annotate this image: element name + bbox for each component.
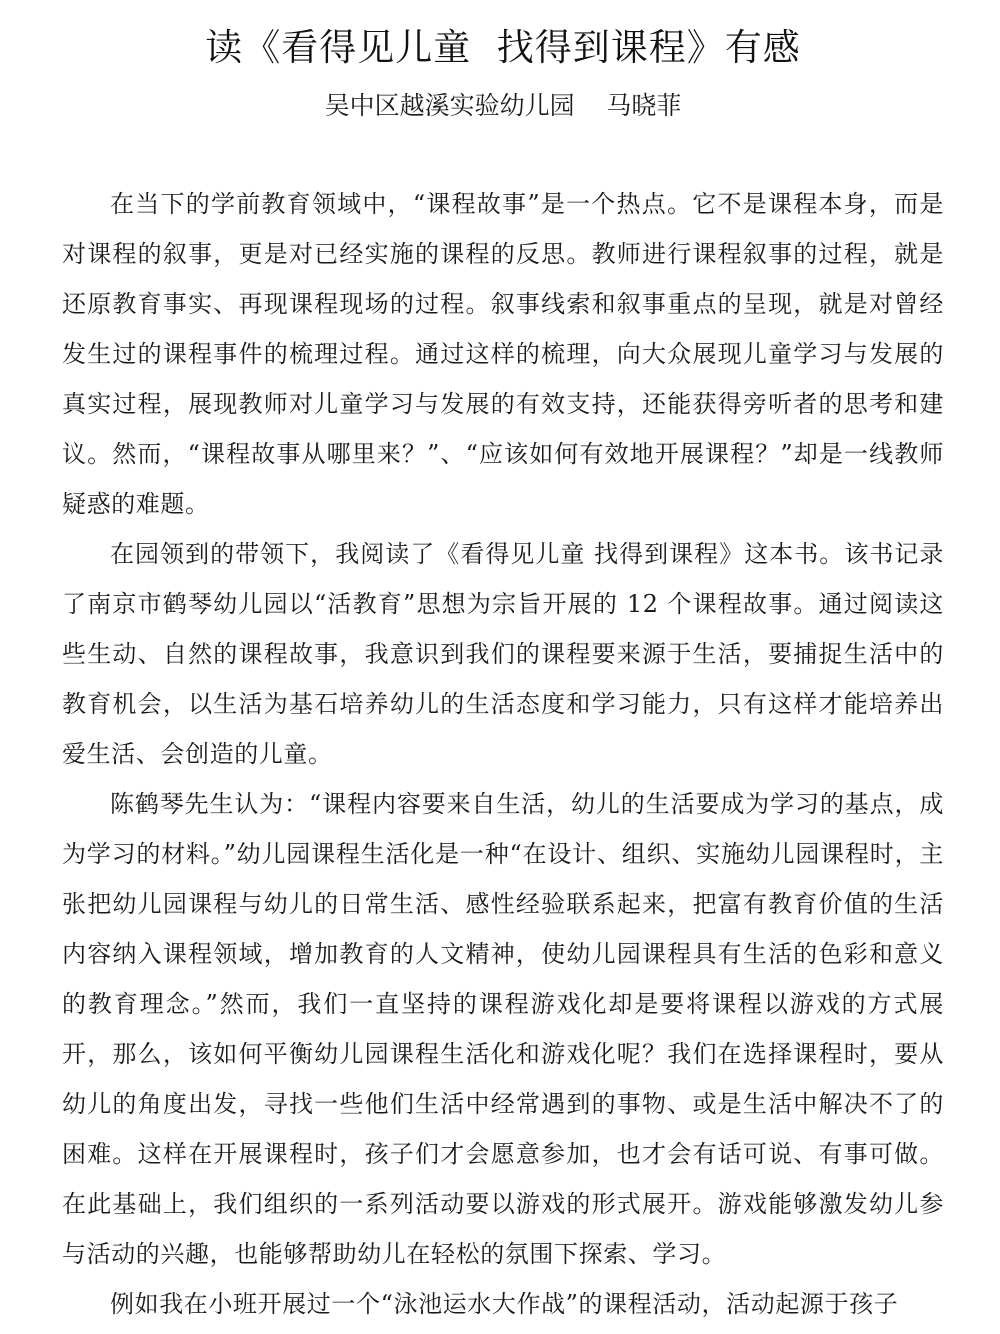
author-byline: 吴中区越溪实验幼儿园 马晓菲 (324, 91, 682, 120)
paragraph: 在园领到的带领下，我阅读了《看得见儿童 找得到课程》这本书。该书记录了南京市鹤琴幼儿园以“活教育”思想为宗旨开展的 12 个课程故事。通过阅读这些生动、自然的课程故事，我意识到我们的课程要来源于生活，要捕捉生活中的教育机会，以生活为基石培养幼儿的生活态度和学习能力，只有这样才能培养出爱生活、会创造的儿童。 (62, 540, 944, 768)
paragraph: 陈鹤琴先生认为：“课程内容要来自生活，幼儿的生活要成为学习的基点，成为学习的材料。”幼儿园课程生活化是一种“在设计、组织、实施幼儿园课程时，主张把幼儿园课程与幼儿的日常生活、感性经验联系起来，把富有教育价值的生活内容纳入课程领域，增加教育的人文精神，使幼儿园课程具有生活的色彩和意义的教育理念。”然而，我们一直坚持的课程游戏化却是要将课程以游戏的方式展开，那么，该如何平衡幼儿园课程生活化和游戏化呢？我们在选择课程时，要从幼儿的角度出发，寻找一些他们生活中经常遇到的事物、或是生活中解决不了的困难。这样在开展课程时，孩子们才会愿意参加，也才会有话可说、有事可做。在此基础上，我们组织的一系列活动要以游戏的形式展开。游戏能够激发幼儿参与活动的兴趣，也能够帮助幼儿在轻松的氛围下探索、学习。 (62, 790, 944, 1268)
paragraph: 在当下的学前教育领域中，“课程故事”是一个热点。它不是课程本身，而是对课程的叙事，更是对已经实施的课程的反思。教师进行课程叙事的过程，就是还原教育事实、再现课程现场的过程。叙事线索和叙事重点的呈现，就是对曾经发生过的课程事件的梳理过程。通过这样的梳理，向大众展现儿童学习与发展的真实过程，展现教师对儿童学习与发展的有效支持，还能获得旁听者的思考和建议。然而，“课程故事从哪里来？”、“应该如何有效地开展课程？”却是一线教师疑惑的难题。 (62, 190, 944, 518)
paragraph: 例如我在小班开展过一个“泳池运水大作战”的课程活动，活动起源于孩子 (110, 1290, 899, 1318)
article-body (62, 179, 944, 1329)
article-title: 读《看得见儿童 找得到课程》有感 (205, 26, 801, 69)
